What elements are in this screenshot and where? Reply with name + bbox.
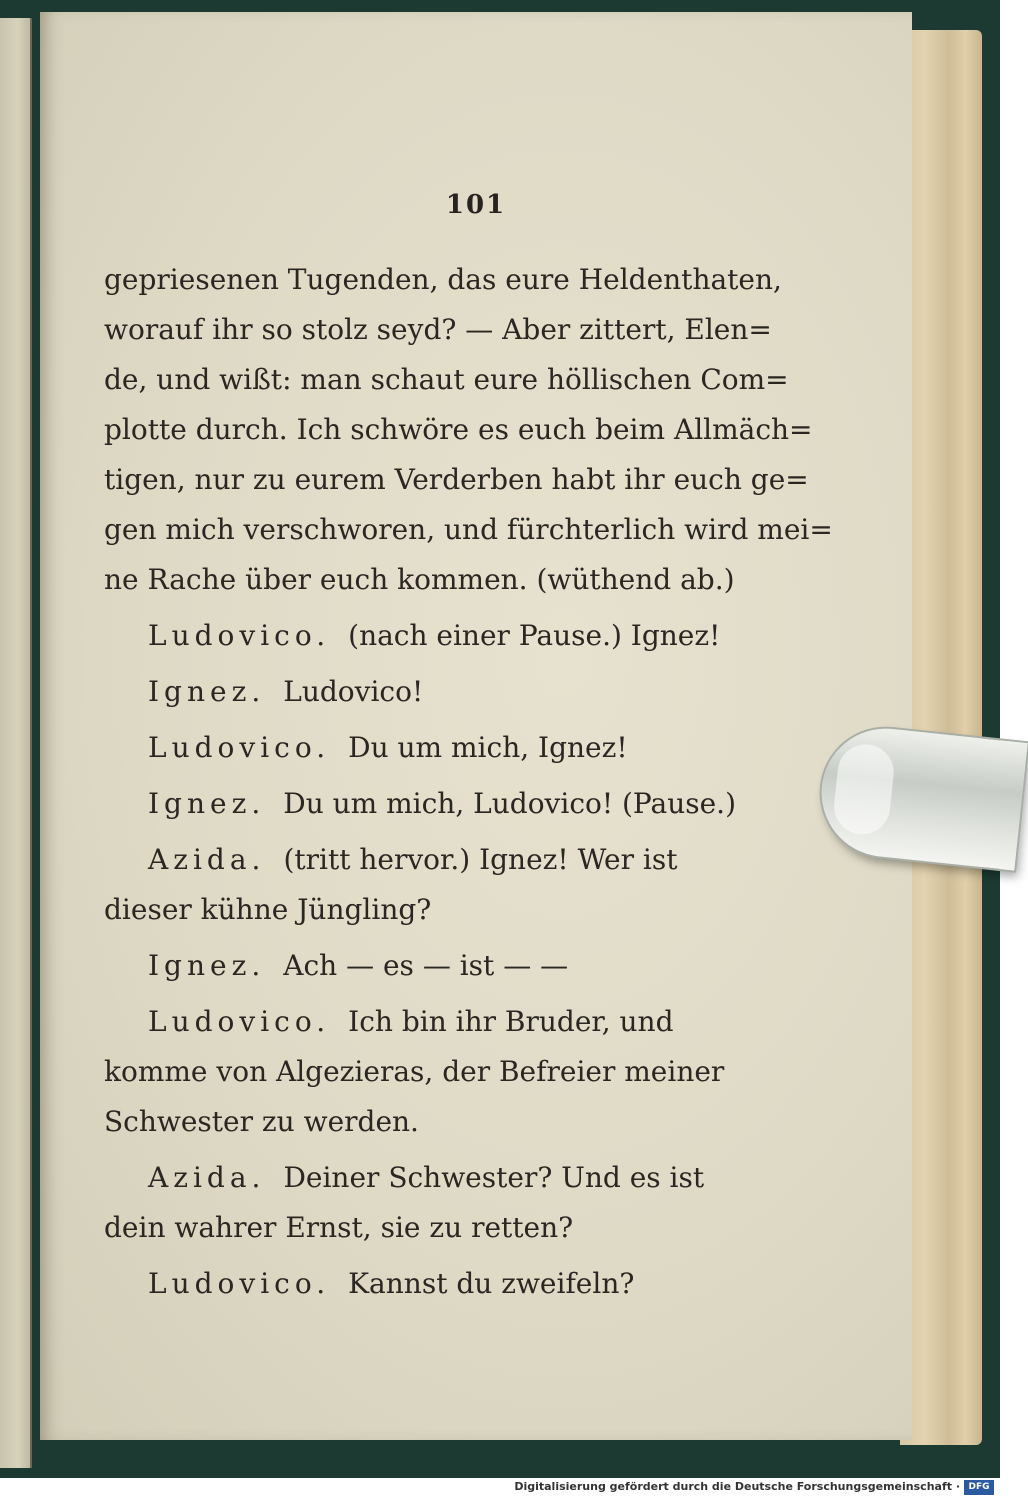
page-number: 101 [445,190,507,220]
dialogue-text: (nach einer Pause.) Ignez! [348,619,721,652]
dialogue-line [104,611,754,661]
speaker-name: Ignez. [148,949,266,982]
speaker-name: Azida. [148,843,266,876]
speaker-name: Ignez. [148,675,266,708]
speaker-name: Ludovico. [148,1005,331,1038]
dialogue-text: Deiner Schwester? Und es ist [283,1161,705,1194]
footer-bar [0,1478,1000,1498]
dialogue-line [104,723,754,773]
dialogue-line [104,941,754,991]
page-text [104,255,833,1309]
text-line: worauf ihr so stolz seyd? — Aber zittert, Elen= [104,313,772,346]
dialogue-text: Ludovico! [283,675,424,708]
dialogue-line [104,667,754,717]
speaker-name: Ludovico. [148,619,331,652]
dialogue-text: (tritt hervor.) Ignez! Wer ist [283,843,678,876]
dialogue-continuation: dein wahrer Ernst, sie zu retten? [104,1211,574,1244]
dialogue-text: Du um mich, Ludovico! (Pause.) [283,787,737,820]
speaker-name: Ludovico. [148,1267,331,1300]
text-line: gen mich verschworen, und fürchterlich wird mei= [104,513,833,546]
dialogue-text: Du um mich, Ignez! [348,731,628,764]
dialogue-continuation: komme von Algezieras, der Befreier meiner [104,1055,725,1088]
speaker-name: Ignez. [148,787,266,820]
dialogue-line [104,1153,754,1203]
dialogue-text: Kannst du zweifeln? [348,1267,635,1300]
dialogue-continuation: Schwester zu werden. [104,1105,419,1138]
dialogue-text: Ich bin ihr Bruder, und [348,1005,674,1038]
funding-credit: Digitalisierung gefördert durch die Deutsche Forschungsgemeinschaft · [514,1480,960,1493]
dialogue-line [104,835,754,885]
dialogue-line [104,779,754,829]
text-line: gepriesenen Tugenden, das eure Heldenthaten, [104,263,782,296]
dialogue-line [104,997,754,1047]
text-line: plotte durch. Ich schwöre es euch beim Allmäch= [104,413,813,446]
dfg-logo: DFG [964,1480,994,1495]
dialogue-continuation: dieser kühne Jüngling? [104,893,432,926]
speaker-name: Ludovico. [148,731,331,764]
dialogue-text: Ach — es — ist — — [283,949,569,982]
speaker-name: Azida. [148,1161,266,1194]
left-page-edge [0,18,32,1468]
text-line: tigen, nur zu eurem Verderben habt ihr euch ge= [104,463,809,496]
text-line: ne Rache über euch kommen. (wüthend ab.) [104,563,735,596]
dialogue-line [104,1259,754,1309]
book-page [40,12,912,1440]
text-line: de, und wißt: man schaut eure höllischen Com= [104,363,789,396]
